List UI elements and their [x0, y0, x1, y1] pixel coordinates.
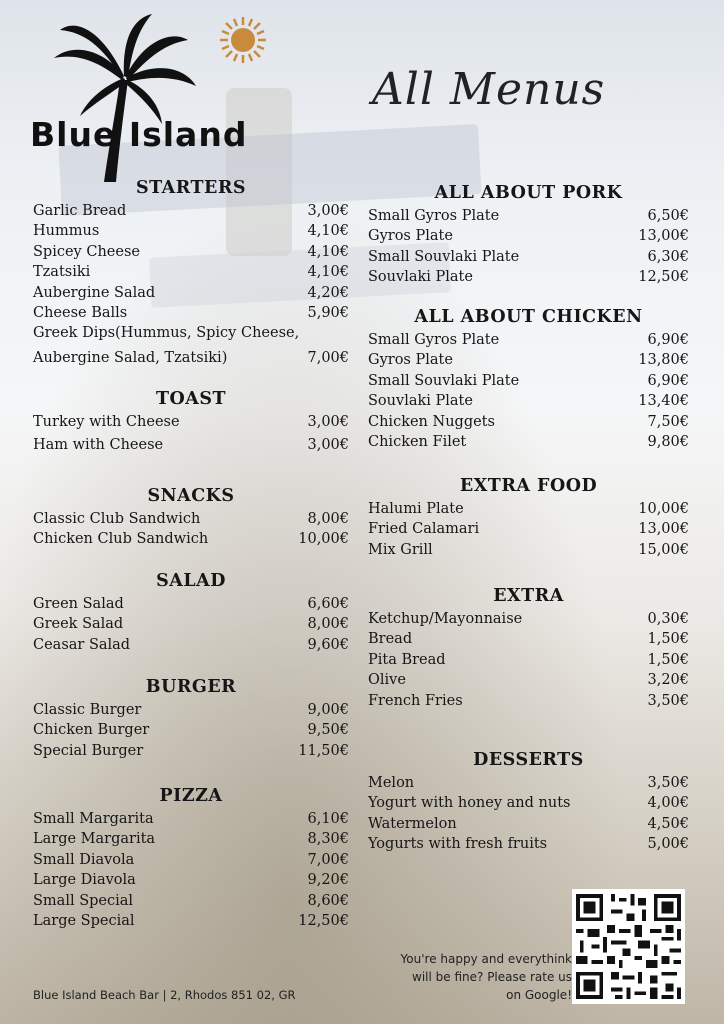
menu-item: Melon 3,50€	[368, 775, 689, 791]
menu-item: Classic Burger 9,00€	[33, 702, 349, 718]
menu-item: Green Salad 6,60€	[33, 596, 349, 612]
menu-item: Garlic Bread 3,00€	[33, 203, 349, 219]
menu-item: Ketchup/Mayonnaise 0,30€	[368, 611, 689, 627]
menu-item: Pita Bread 1,50€	[368, 651, 689, 668]
menu-item: Spicey Cheese 4,10€	[33, 243, 349, 260]
menu-item: Large Diavola 9,20€	[33, 872, 349, 889]
menu-item: Small Diavola 7,00€	[33, 851, 349, 868]
section-title: ALL ABOUT CHICKEN	[414, 307, 643, 327]
menu-item: Ceasar Salad 9,60€	[33, 636, 349, 653]
menu-item: French Fries 3,50€	[368, 692, 689, 709]
menu-item: Watermelon 4,50€	[368, 815, 689, 832]
section-title: SNACKS	[147, 486, 235, 506]
menu-item: Small Souvlaki Plate 6,30€	[368, 248, 689, 265]
menu-item: Small Souvlaki Plate 6,90€	[368, 372, 689, 389]
menu-item: Yogurt with honey and nuts 4,00€	[368, 795, 689, 812]
menu-item: Souvlaki Plate 12,50€	[368, 269, 689, 286]
sun-icon	[218, 15, 268, 65]
section-title: BURGER	[145, 677, 237, 697]
section-title: EXTRA	[493, 586, 564, 606]
menu-item: Ham with Cheese 3,00€	[33, 437, 349, 454]
menu-item: Cheese Balls 5,90€	[33, 305, 349, 322]
section-extra	[368, 586, 689, 711]
menu-item: Chicken Filet 9,80€	[368, 434, 689, 451]
section-snacks	[33, 486, 349, 550]
menu-item: Fried Calamari 13,00€	[368, 521, 689, 538]
menu-item: Gyros Plate 13,80€	[368, 352, 689, 369]
menu-item: Aubergine Salad 4,20€	[33, 284, 349, 301]
menu-item: Greek Dips(Hummus, Spicy Cheese,	[33, 325, 300, 342]
section-title: PIZZA	[159, 786, 223, 806]
menu-item: Aubergine Salad, Tzatsiki) 7,00€	[33, 349, 349, 366]
menu-item: Turkey with Cheese 3,00€	[33, 414, 349, 430]
qr-code-icon[interactable]	[572, 889, 685, 1004]
menu-item: Large Margarita 8,30€	[33, 831, 349, 848]
menu-item: Tzatsiki 4,10€	[33, 264, 349, 281]
section-title: DESSERTS	[473, 750, 584, 770]
menu-item: Large Special 12,50€	[33, 913, 349, 930]
menu-item: Chicken Burger 9,50€	[33, 722, 349, 739]
menu-item: Halumi Plate 10,00€	[368, 501, 689, 517]
menu-item: Small Special 8,60€	[33, 892, 349, 909]
menu-item: Mix Grill 15,00€	[368, 541, 689, 558]
section-salad	[33, 571, 349, 655]
menu-item: Small Margarita 6,10€	[33, 811, 349, 827]
menu-item: Olive 3,20€	[368, 672, 689, 689]
menu-item: Classic Club Sandwich 8,00€	[33, 511, 349, 527]
menu-item: Yogurts with fresh fruits 5,00€	[368, 836, 689, 853]
menu-item: Hummus 4,10€	[33, 223, 349, 240]
section-burger	[33, 677, 349, 761]
brand-name: Blue Island	[30, 115, 248, 154]
section-chicken	[368, 307, 689, 452]
section-title: STARTERS	[135, 178, 247, 198]
section-extra-food	[368, 476, 689, 560]
menu-item: Chicken Nuggets 7,50€	[368, 413, 689, 430]
menu-item: Souvlaki Plate 13,40€	[368, 393, 689, 410]
section-title: SALAD	[156, 571, 226, 591]
section-desserts	[368, 750, 689, 855]
rate-us-text: You're happy and everythink will be fine? Please rate us on Google!	[400, 952, 572, 1002]
section-title: TOAST	[155, 389, 226, 409]
section-toast	[33, 389, 349, 456]
menu-item: Greek Salad 8,00€	[33, 616, 349, 633]
section-pizza	[33, 786, 349, 931]
menu-item: Gyros Plate 13,00€	[368, 228, 689, 245]
menu-item: Bread 1,50€	[368, 631, 689, 648]
page-title: All Menus	[372, 64, 606, 115]
section-starters	[33, 178, 349, 368]
menu-item: Small Gyros Plate 6,50€	[368, 208, 689, 224]
section-pork	[368, 183, 689, 288]
menu-item: Small Gyros Plate 6,90€	[368, 332, 689, 348]
menu-item: Chicken Club Sandwich 10,00€	[33, 531, 349, 548]
menu-item: Special Burger 11,50€	[33, 742, 349, 759]
section-title: ALL ABOUT PORK	[434, 183, 623, 203]
section-title: EXTRA FOOD	[459, 476, 598, 496]
footer-address: Blue Island Beach Bar | 2, Rhodos 851 02, GR	[33, 988, 296, 1002]
